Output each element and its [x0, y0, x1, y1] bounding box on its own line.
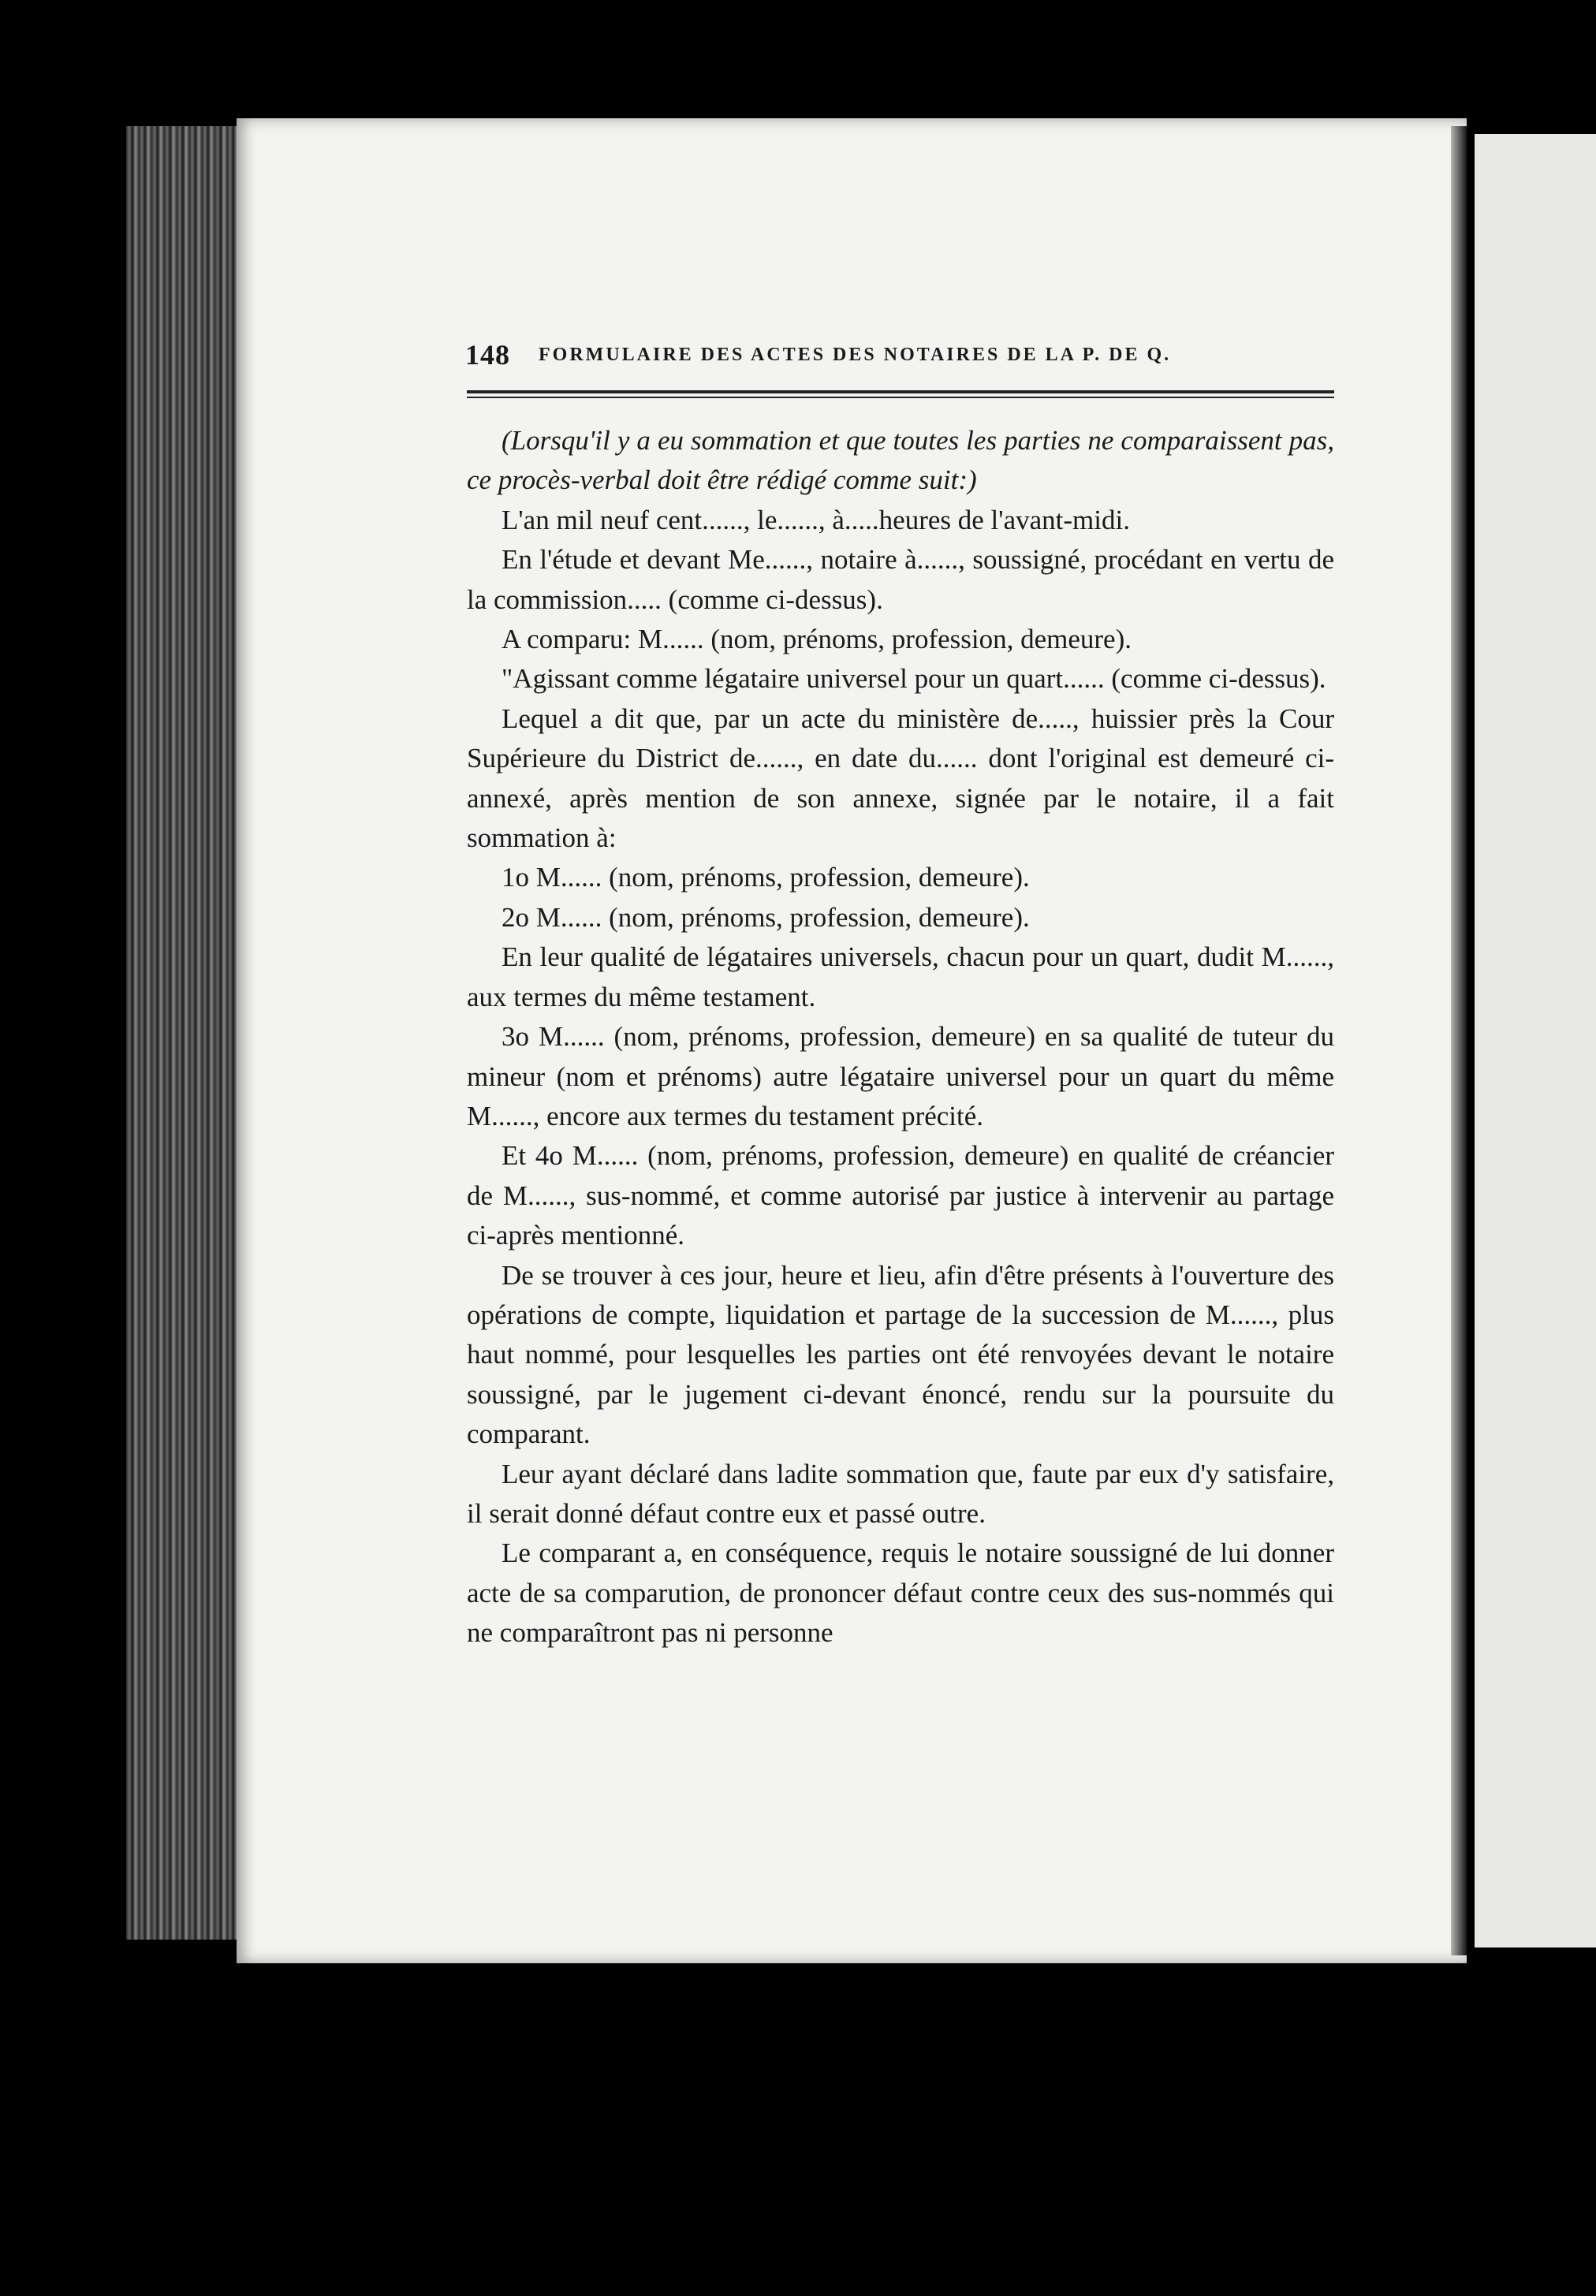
- notary-paragraph: En l'étude et devant Me......, notaire à......, soussigné, procédant en vertu de la commission..... (comme ci-dessus).: [467, 544, 1334, 615]
- page-edges: [126, 126, 244, 1940]
- header-rule-thin: [467, 397, 1334, 398]
- summons-paragraph: Lequel a dit que, par un acte du ministère de....., huissier près la Cour Supérieure du District de......, en date du...... dont l'original est demeuré ci-annexé, après mention de son annexe, signée par le notaire, il a fait sommation à:: [467, 703, 1334, 854]
- page-number: 148: [465, 339, 510, 371]
- instruction-paragraph: (Lorsqu'il y a eu sommation et que toutes les parties ne comparaissent pas, ce procès-verbal doit être rédigé comme suit:): [467, 425, 1334, 496]
- party-item-1: 1o M...... (nom, prénoms, profession, demeure).: [502, 862, 1030, 893]
- header-rule-thick: [467, 390, 1334, 393]
- facing-page: [1475, 134, 1596, 1948]
- party-item-3: 3o M...... (nom, prénoms, profession, demeure) en sa qualité de tuteur du mineur (nom et prénoms) autre légataire universel pour un quart du même M......, encore aux termes du testament précité.: [467, 1021, 1334, 1131]
- appearance-paragraph: A comparu: M...... (nom, prénoms, profession, demeure).: [502, 624, 1132, 655]
- party-item-2: 2o M...... (nom, prénoms, profession, demeure).: [502, 901, 1030, 933]
- body-text: [467, 421, 1334, 1653]
- running-title: FORMULAIRE DES ACTES DES NOTAIRES DE LA P. DE Q.: [539, 344, 1172, 365]
- declaration-paragraph: Leur ayant déclaré dans ladite sommation que, faute par eux d'y satisfaire, il serait donné défaut contre eux et passé outre.: [467, 1458, 1334, 1529]
- date-paragraph: L'an mil neuf cent......, le......, à.....heures de l'avant-midi.: [502, 504, 1130, 535]
- page-header: [465, 331, 1341, 378]
- acting-paragraph: "Agissant comme légataire universel pour un quart...... (comme ci-dessus).: [502, 663, 1326, 695]
- legatees-paragraph: En leur qualité de légataires universels, chacun pour un quart, dudit M......, aux termes du même testament.: [467, 941, 1334, 1012]
- request-paragraph: Le comparant a, en conséquence, requis le notaire soussigné de lui donner acte de sa comparution, de prononcer défaut contre ceux des sus-nommés qui ne comparaîtront pas ni personne: [467, 1538, 1334, 1649]
- party-item-4: Et 4o M...... (nom, prénoms, profession, demeure) en qualité de créancier de M......, sus-nommé, et comme autorisé par justice à intervenir au partage ci-après mentionné.: [467, 1140, 1334, 1251]
- purpose-paragraph: De se trouver à ces jour, heure et lieu, afin d'être présents à l'ouverture des opérations de compte, liquidation et partage de la succession de M......, plus haut nommé, pour lesquelles les parties ont été renvoyées devant le notaire soussigné, par le jugement ci-devant énoncé, rendu sur la poursuite du comparant.: [467, 1259, 1334, 1450]
